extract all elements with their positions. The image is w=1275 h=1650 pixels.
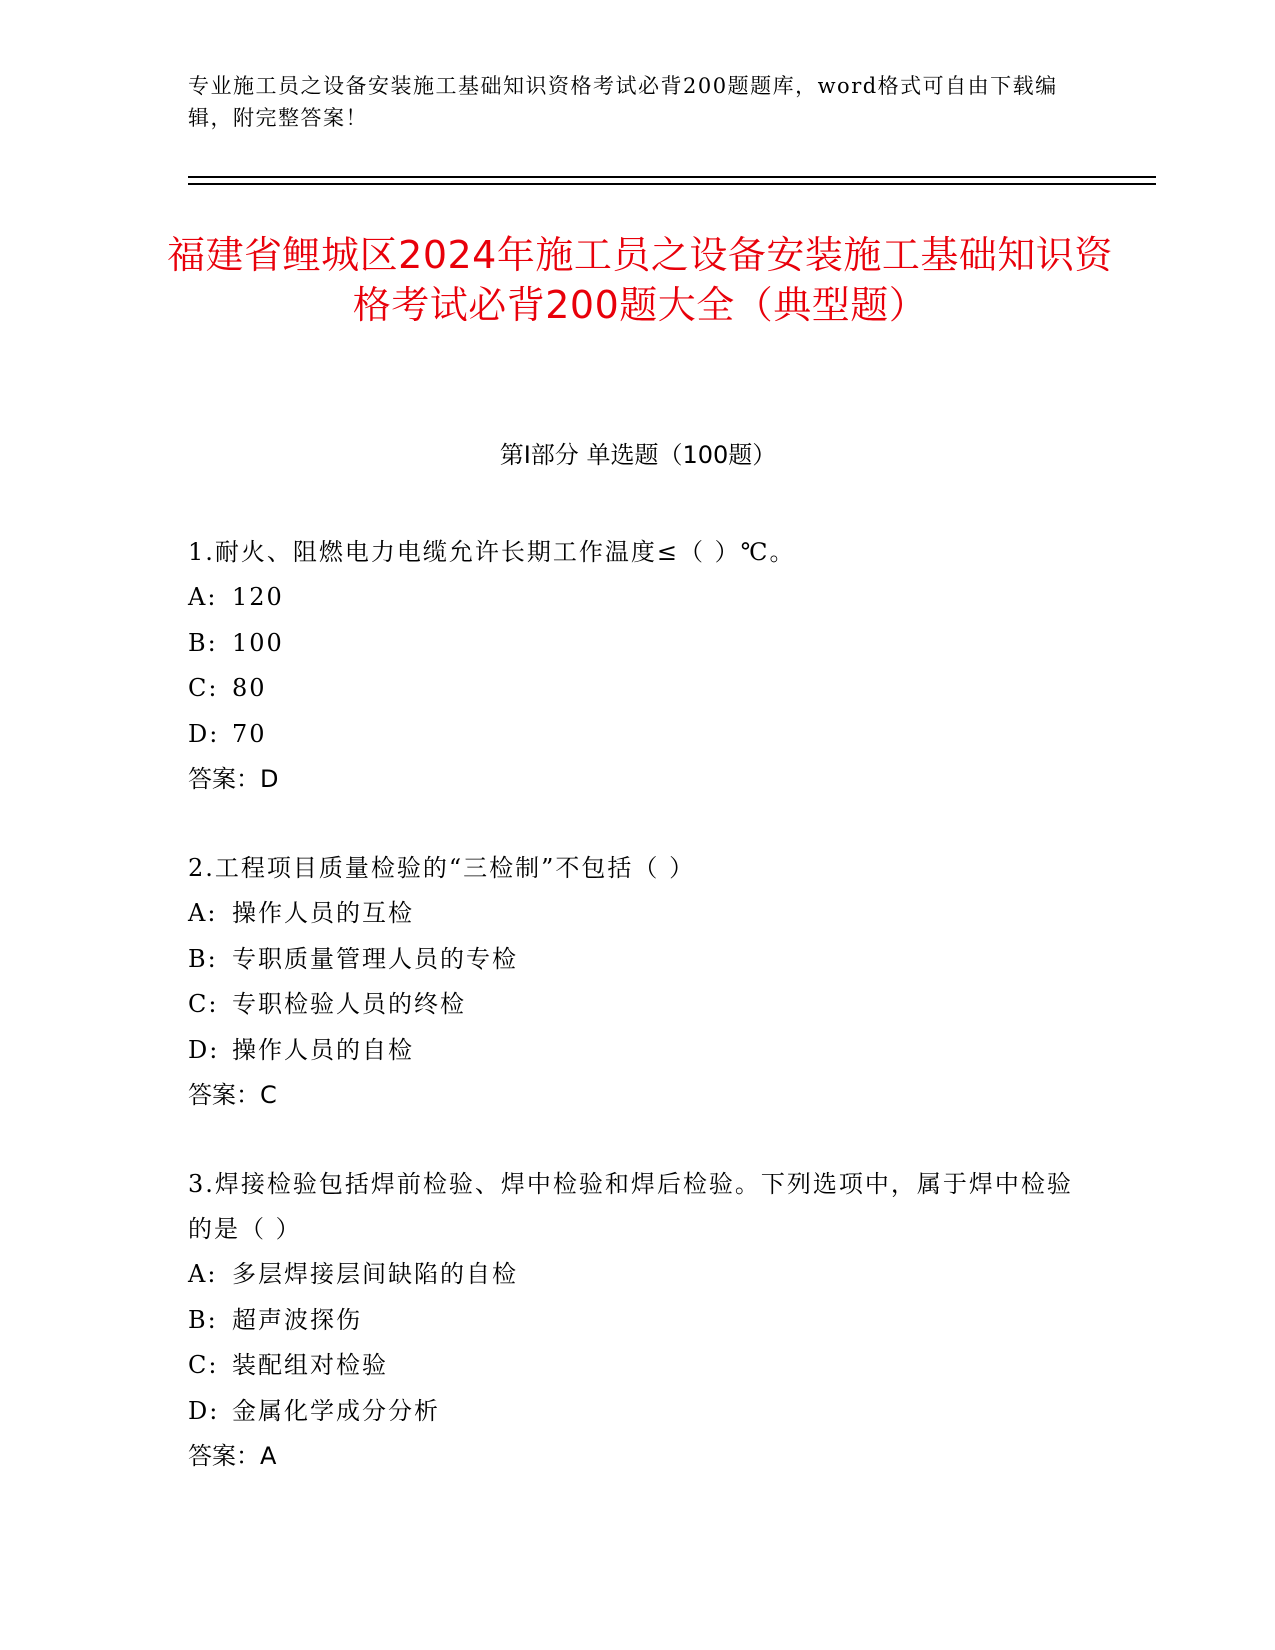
question-1 [188, 530, 1088, 802]
question-stem: 1.耐火、阻燃电力电缆允许长期工作温度≤（ ）℃。 [188, 538, 796, 566]
section-title: 第I部分 单选题（100题） [499, 441, 777, 469]
option-b [188, 1298, 1088, 1344]
option-text: 多层焊接层间缺陷的自检 [232, 1260, 518, 1288]
option-letter: D: [188, 1035, 220, 1064]
option-b [188, 621, 1088, 667]
header-note: 专业施工员之设备安装施工基础知识资格考试必背200题题库，word格式可自由下载编辑，附完整答案！ [188, 74, 1058, 130]
option-text: 80 [232, 674, 267, 702]
option-text: 装配组对检验 [232, 1351, 388, 1379]
option-text: 专职质量管理人员的专检 [232, 944, 518, 973]
option-a [188, 1252, 1088, 1298]
option-d [188, 712, 1088, 758]
option-c [188, 666, 1088, 712]
question-list [188, 530, 1088, 1523]
header-divider-bottom [188, 183, 1156, 185]
answer: 答案：A [188, 1442, 277, 1470]
option-text: 100 [232, 628, 284, 657]
option-d [188, 1389, 1088, 1435]
option-letter: D: [188, 719, 220, 748]
option-text: 操作人员的互检 [232, 899, 414, 927]
option-a [188, 575, 1088, 621]
option-letter: D: [188, 1396, 220, 1425]
option-c [188, 982, 1088, 1028]
question-3 [188, 1162, 1088, 1479]
question-stem: 3.焊接检验包括焊前检验、焊中检验和焊后检验。下列选项中，属于焊中检验的是（ ） [188, 1170, 1073, 1243]
option-d [188, 1028, 1088, 1074]
option-text: 操作人员的自检 [232, 1035, 414, 1064]
option-letter: C: [188, 674, 219, 702]
option-text: 超声波探伤 [232, 1305, 362, 1334]
option-letter: A: [188, 583, 218, 611]
option-text: 120 [232, 583, 284, 611]
option-a [188, 891, 1088, 937]
answer: 答案：C [188, 1081, 277, 1109]
option-letter: B: [188, 628, 218, 657]
question-stem: 2.工程项目质量检验的“三检制”不包括（ ） [188, 854, 696, 882]
option-text: 专职检验人员的终检 [232, 990, 466, 1018]
option-letter: B: [188, 944, 218, 973]
option-c [188, 1343, 1088, 1389]
question-2 [188, 846, 1088, 1118]
header-divider-top [188, 176, 1156, 178]
option-letter: A: [188, 1260, 218, 1288]
option-letter: A: [188, 899, 218, 927]
option-text: 金属化学成分分析 [232, 1396, 440, 1425]
option-letter: C: [188, 990, 219, 1018]
option-text: 70 [232, 719, 267, 748]
option-b [188, 937, 1088, 983]
option-letter: B: [188, 1305, 218, 1334]
document-title: 福建省鲤城区2024年施工员之设备安装施工基础知识资格考试必背200题大全（典型题） [167, 233, 1113, 327]
answer: 答案：D [188, 765, 279, 793]
option-letter: C: [188, 1351, 219, 1379]
